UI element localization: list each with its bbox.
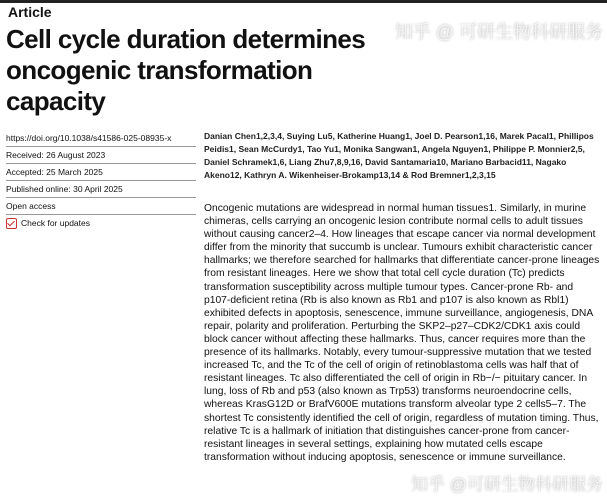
article-title: Cell cycle duration determines oncogenic transformation capacity: [6, 24, 366, 116]
abstract-text: Oncogenic mutations are widespread in normal human tissues1. Similarly, in murine chimeras, cells carrying an oncogenic lesion contribute normal cells to adult tissues without causing cancer2–4. How lineages that escape cancer via normal development differ from the minority that succumb is unclear. Tumours exhibit characteristic cancer hallmarks; we therefore searched for hallmarks that differentiate cancer-prone lineages from resistant lineages. Here we show that total cell cycle duration (Tc) predicts transformation susceptibility across multiple tumour types. Cancer-prone Rb- and p107-deficient retina (Rb is also known as Rb1 and p107 is also known as Rbl1) exhibited defects in apoptosis, senescence, immune surveillance, angiogenesis, DNA repair, polarity and proliferation. Perturbing the SKP2–p27–CDK2/CDK1 axis could block cancer without affecting these hallmarks. Thus, cancer requires more than the presence of its hallmarks. Notably, every tumour-suppressive mutation that we tested increased Tc, and the Tc of the cell of origin of retinoblastoma cells was half that of resistant lineages. Tc also differentiated the cell of origin in Rb−/− pituitary cancer. In lung, loss of Rb and p53 (also known as Trp53) transforms neuroendocrine cells, whereas KrasG12D or BrafV600E mutations transform alveolar type 2 cells5–7. The shortest Tc consistently identified the cell of origin, regardless of mutation timing. Thus, relative Tc is a hallmark of initiation that distinguishes cancer-prone from cancer-resistant lineages in several settings, explaining how mutated cells escape transformation without inducing apoptosis, senescence or immune surveillance.: [204, 203, 600, 463]
article-meta: [6, 130, 196, 231]
watermark-bottom: 知乎 @可研生物科研服务: [411, 475, 603, 494]
accepted-date: Accepted: 25 March 2025: [6, 164, 196, 181]
author-list: Danian Chen1,2,3,4, Suying Lu5, Katherine Huang1, Joel D. Pearson1,16, Marek Pacal1, Phillipos Peidis1, Sean McCurdy1, Tao Yu1, Monika Sangwan1, Angela Nguyen1, Philippe P. Monnier2,5, Daniel Schramek1,6, Liang Zhu7,8,9,16, David Santamaria10, Mariano Barbacid11, Nagako Akeno12, Kathryn A. Wikenheiser-Brokamp13,14 & Rod Bremner1,2,3,15: [204, 131, 594, 180]
open-access-label: Open access: [6, 198, 196, 215]
doi-link[interactable]: https://doi.org/10.1038/s41586-025-08935-x: [6, 130, 196, 147]
published-date: Published online: 30 April 2025: [6, 181, 196, 198]
check-updates-icon: [6, 218, 17, 229]
article-type-label: Article: [8, 4, 52, 20]
watermark-top: 知乎 @ 可研生物科研服务: [394, 22, 603, 42]
top-rule: [0, 0, 607, 3]
received-date: Received: 26 August 2023: [6, 147, 196, 164]
check-for-updates-button[interactable]: [6, 215, 196, 231]
check-updates-label: Check for updates: [21, 218, 90, 228]
